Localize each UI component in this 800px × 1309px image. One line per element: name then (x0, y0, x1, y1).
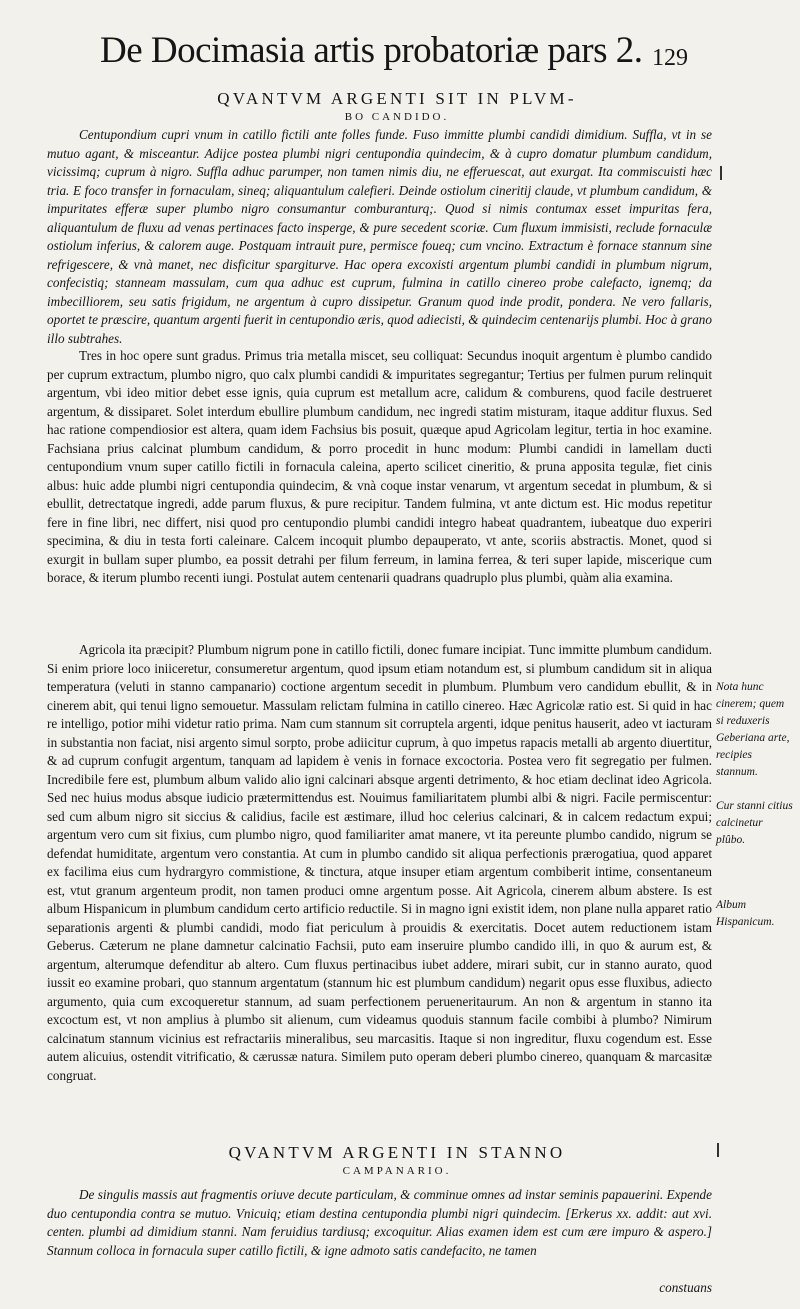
section-title-line-2: BO CANDIDO. (344, 111, 450, 123)
recipe-paragraph-1: Centupondium cupri vnum in catillo fictili ante folles funde. Fuso immitte plumbi candidi dimidium. Suffla, vt in se mutuo agant, & misceantur. Adijce postea plumbi nigri centupondia quindecim, & à cupro domatur plumbum candidum, vicissimq; cuprum à nigro. Suffla adhuc parumper, non tamen nimis diu, ne efferuescat, aut exurgat. Ita commiscuisti hæc tria. E foco transfer in fornaculam, sineq; aliquantulum calefieri. Deinde ostiolum cineritij claude, vt plumbum candidum, & impuritates efferæ super plumbo nigro consumantur comburanturq;. Quod si nimis contumax esset impuritas fera, aliquantulum de fluxu ad venas pertinaces facto insperge, & pure secedent scoriæ. Cum fluxum immisisti, reclude fornaculæ ostiolum inferius, & calorem auge. Postquam intrauit pure, permisce foueq; cum vncino. Extractum è fornace stannum sine refrigescere, & vnà manet, nec disficitur spargiturve. Hac opera excoxisti argentum plumbi candidi in plumbum nigrum, confecistiq; stanneam massulam, cum qua adhuc est cuprum, fulmina in catillo cinereo probe calefacto, ignemq; da imbecilliorem, seu satis frigidum, ne argentum à cupro dissipetur. Granum quod inde prodit, pondera. Ne vero fallaris, oportet te præscire, quantum argenti fuerit in centupondio æris, quod adiecisti, & quindecim centenarijs plumbi. Hoc à grano illo subtrahes. (47, 127, 712, 346)
recipe-paragraph-2: De singulis massis aut fragmentis oriuve decute particulam, & comminue omnes ad instar seminis papauerini. Expende duo centupondia contra se mutuo. Vnicuiq; etiam destina centupondia plumbi nigri quindecim. [Erkerus xx. addit: aut xvi. centen. plumbi ad dimidium stanni. Nam feruidius tardiusq; excoquitur. Alias examen idem est cum ære impuro & aspero.] Stannum colloca in fornacula super catillo fictili, & igne admoto satis candefacito, ne tamen (47, 1187, 712, 1258)
section-title-line-1: QVANTVM ARGENTI SIT IN PLVM- (217, 89, 577, 108)
catchword: constuans (659, 1280, 712, 1295)
marginal-note-calcination: Cur stanni citius calcinetur plûbo. (716, 800, 793, 846)
page-number: 129 (652, 45, 688, 71)
commentary-paragraph-1: Tres in hoc opere sunt gradus. Primus tria metalla miscet, seu colliquat: Secundus inoquit argentum è plumbo candido per cuprum extractum, plumbo nigro, quo calx plumbi candidi & impuritates segregantur; Tertius per fulmen purum relinquit argentum, vbi ideo mitior debet esse ignis, quia cuprum est metallum acre, calidum & comburens, quod facile destrueret argentum, & dissiparet. Solet interdum ebullire plumbum candidum, nec ingredi statim misturam, itaque additur fluxus. Sed hac ratione compendiosior est altera, quam idem Fachsius bis posuit, quæque apud Agricolam legitur, tertia in hoc examine. Fachsiana prius calcinat plumbum candidum, & porro procedit in hunc modum: Plumbi candidi in lamellam ducti centupondium vnum super catillo fictili in fornacula caleina, aperto scilicet cineritio, & pruna apposita tegulæ, fiet cinis albus: huic adde plumbi nigri centupondia quindecim, & vnà coque instar venarum, vt argentum secedat in plumbum, & si ebullit, detrectatque ingredi, adde parum fluxus, & pure recipitur. Tandem fulmina, vt ante dictum est. Hic modus repetitur fere in fine libri, nec differt, nisi quod pro centupondio plumbi candidi integro habeat quadrantem, iubeatque duo experiri specimina, & diu in testa forti caleinare. Calcem incoquit plumbo depauperato, vt ante, scoriis abstractis. Monet, quod si exurgit in bullam super plumbo, ea possit detrahi per filum ferreum, in lamina ferrea, & teri super lapide, miscerique cum borace, & iterum plumbo recenti iungi. Postulat autem centenarii quadrans quadruplo plus plumbi, quàm alia examina. (47, 348, 712, 585)
section-title-line-1: QVANTVM ARGENTI IN STANNO (228, 1143, 566, 1162)
section-title-line-2: CAMPANARIO. (342, 1165, 452, 1177)
running-head: De Docimasia artis probatoriæ pars 2. (100, 30, 643, 71)
margin-rule-mark (720, 166, 722, 180)
marginal-note-cinerem: Nota hunc cinerem; quem si reduxeris Geberiana arte, recipies stannum. (716, 681, 790, 778)
margin-rule-mark (717, 1143, 719, 1157)
commentary-paragraph-2: Agricola ita præcipit? Plumbum nigrum pone in catillo fictili, donec fumare incipiat. Tunc immitte plumbum candidum. Si enim priore loco iniiceretur, consumeretur argentum, quod ipsum etiam notandum est, si plumbum candidum sit in aliqua temperatura (veluti in stanno campanario) coctione argentum secedit in plumbum. Plumbum vero candidum ebullit, & in cinerem abit, qui tenui ligno semouetur. Massulam relictam fulmina in catillo cinereo. Hæc Agricolæ ratio est. Si quid in hac re intelligo, potior mihi videtur ratio prima. Nam cum stannum sit corruptela argenti, idque penitus hauserit, adeo vt iacturam in substantia non faciat, nisi argento simul sorpto, probe adiicitur cuprum, à quo impetus rapacis metalli ab argento diuertitur, & ad cuprum confugit argentum, tanquam ad lapidem è venis in fornace excoctoria. Postea vero fit segregatio per fulmen. Incredibile fere est, plumbum album valido alio igni calcinari absque argenti detrimento, & hoc etiam declinat ideo Agricola. Sed nec huius modus absque iudicio prætermittendus est. Nouimus familiaritatem plumbi albi & nigri. Facile permiscentur: sed cum album nigro sit siccius & calidius, facile est æstimare, illud hoc celerius calcinari, & in calcem redactum expui; argentum vero cum sit fixius, cum plumbo nigro, quod familiariter amat manere, vt ita pereunte plumbo candido, nigrum se defendat humiditate, argentum vero constantia. At cum in plumbo candido sit aliqua perfectionis prærogatiua, quod apparet ex facilima eius cum hydrargyro commistione, & tinctura, atque insuper etiam argentum combiberit intime, consentaneum est, vtut granum argenteum prodit, non tamen produci omne argentum posse. Ait Agricola, cinerem album abstere. Is est album Hispanicum in plumbum candidum certo artificio reductile. Si in magno igni existit idem, non plane nulla apparet ratio separationis argenti & plumbi candidi, modo fiat periculum à prouidis & exercitatis. Docet autem reductionem istam Geberus. Cæterum ne plane damnetur calcinatio Fachsii, puto eam inseruire plumbo candido illi, in quo & aurum est, & argentum, alterumque defenditur ab altero. Cum fluxus pertinacibus iubet addere, mirari subit, cur in stanno aurato, quod iussit eo examine probari, quo stannum argentatum (stannum hic est plumbum candidum) negarit opus esse fluxibus, adiecto argumento, quia cum excoqueretur stannum, ad suam perfectionem perueneritaurum. An non & argentum in stanno ita excoctum est, vt non amplius à plumbo sit alienum, cum videamus quoduis stannum facile combibi à plumbo? Nimirum calcinatum stannum vicinius est refractariis mineralibus, seu marcasitis. Itaque si non ingreditur, fluxu cogendum est. Esse autem alicuius, ostendit vitrificatio, & cærussæ natura. Similem puto operam deberi plumbo cinereo, quanquam & marcasitæ congruat. (47, 642, 712, 1083)
section-title-bell-tin (117, 1143, 677, 1179)
marginal-note-album-hispanicum: Album Hispanicum. (716, 899, 775, 928)
section-title-lead-tin (117, 89, 677, 125)
